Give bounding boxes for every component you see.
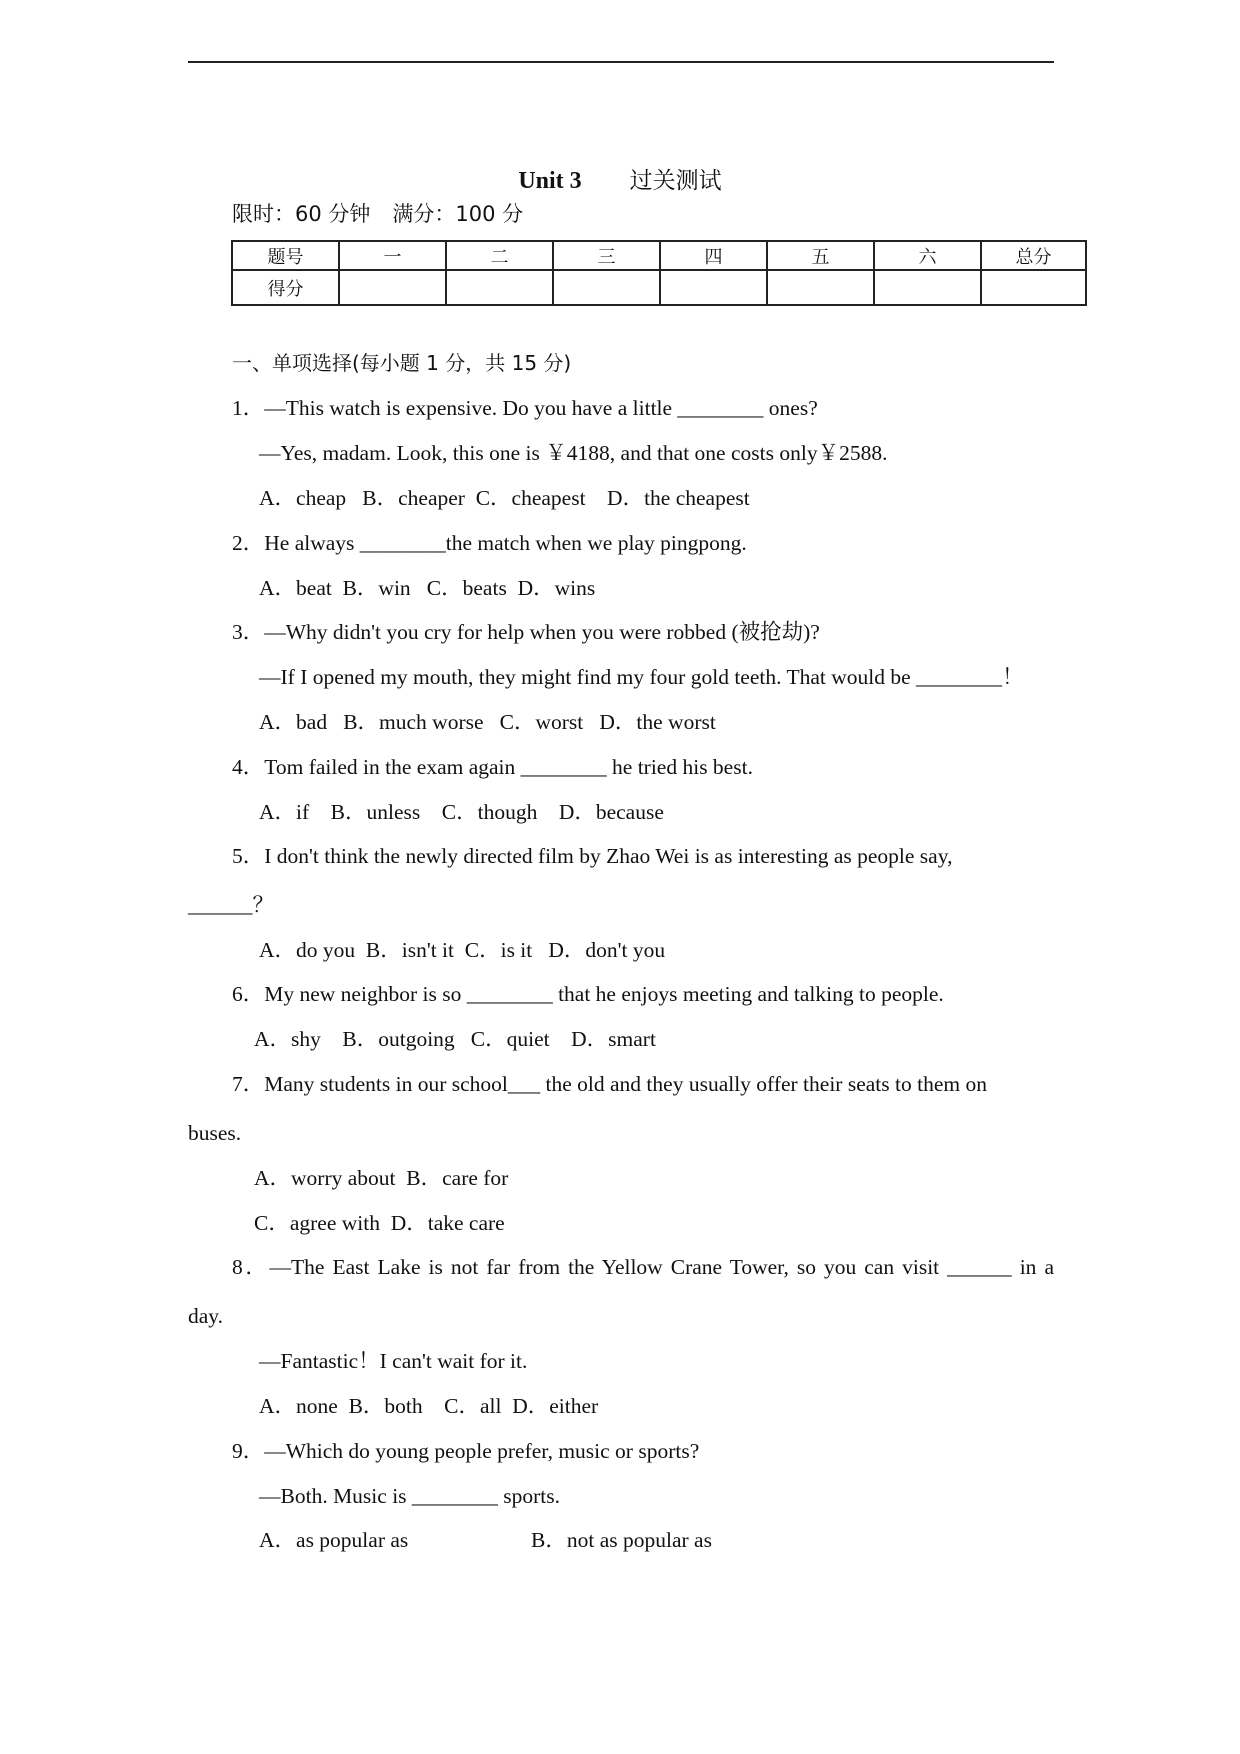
question-9-stem: 9．—Which do young people prefer, music or sports? xyxy=(232,1439,700,1463)
score-cell[interactable] xyxy=(339,270,446,305)
question-1-reply: —Yes, madam. Look, this one is ￥4188, and that one costs only￥2588. xyxy=(259,441,888,465)
question-2-stem: 2．He always ________the match when we play pingpong. xyxy=(232,531,747,555)
question-5-stem: 5．I don't think the newly directed film by Zhao Wei is as interesting as people say, xyxy=(232,844,953,868)
question-6-options: A．shy B．outgoing C．quiet D．smart xyxy=(254,1027,656,1051)
time-limit: 限时：60 分钟 xyxy=(232,202,371,226)
full-score: 满分：100 分 xyxy=(392,202,524,226)
score-row-label: 得分 xyxy=(232,270,339,305)
score-header-cell: 四 xyxy=(660,241,767,270)
question-1-stem: 1．—This watch is expensive. Do you have a little ________ ones? xyxy=(232,396,818,420)
score-header-cell: 六 xyxy=(874,241,981,270)
question-4-options: A．if B．unless C．though D．because xyxy=(259,800,664,824)
question-8-stem: 8．—The East Lake is not far from the Yellow Crane Tower, so you can visit ______ in a xyxy=(232,1255,1054,1279)
score-header-cell: 二 xyxy=(446,241,553,270)
question-8-reply: —Fantastic！I can't wait for it. xyxy=(259,1349,528,1373)
question-1-options: A．cheap B．cheaper C．cheapest D．the cheapest xyxy=(259,486,750,510)
question-9-option-b: B．not as popular as xyxy=(531,1528,712,1552)
score-table xyxy=(231,240,1087,306)
question-6-stem: 6．My new neighbor is so ________ that he enjoys meeting and talking to people. xyxy=(232,982,944,1006)
score-cell[interactable] xyxy=(553,270,660,305)
header-rule xyxy=(188,61,1054,63)
score-header-cell: 三 xyxy=(553,241,660,270)
question-5-options: A．do you B．isn't it C．is it D．don't you xyxy=(259,938,666,962)
score-table-score-row xyxy=(232,270,1086,305)
question-3-reply: —If I opened my mouth, they might find my four gold teeth. That would be ________！ xyxy=(259,665,1024,689)
question-3-options: A．bad B．much worse C．worst D．the worst xyxy=(259,710,716,734)
score-cell[interactable] xyxy=(446,270,553,305)
page-title xyxy=(0,162,1240,195)
question-8-options: A．none B．both C．all D．either xyxy=(259,1394,599,1418)
question-9-reply: —Both. Music is ________ sports. xyxy=(259,1484,561,1508)
question-4-stem: 4．Tom failed in the exam again ________ he tried his best. xyxy=(232,755,753,779)
score-cell[interactable] xyxy=(981,270,1086,305)
score-header-cell: 一 xyxy=(339,241,446,270)
title-cn: 过关测试 xyxy=(629,168,722,194)
score-header-cell: 总分 xyxy=(981,241,1086,270)
question-7-options-ab: A．worry about B．care for xyxy=(254,1166,509,1190)
question-7-stem: 7．Many students in our school___ the old and they usually offer their seats to them on xyxy=(232,1072,987,1096)
score-cell[interactable] xyxy=(660,270,767,305)
exam-limits xyxy=(232,198,545,228)
score-cell[interactable] xyxy=(767,270,874,305)
section-heading: 一、单项选择(每小题 1 分，共 15 分) xyxy=(232,351,572,375)
question-9-option-a: A．as popular as xyxy=(259,1528,409,1552)
score-header-cell: 题号 xyxy=(232,241,339,270)
title-unit: Unit 3 xyxy=(518,168,582,194)
score-table-header-row xyxy=(232,241,1086,270)
question-2-options: A．beat B．win C．beats D．wins xyxy=(259,576,596,600)
score-header-cell: 五 xyxy=(767,241,874,270)
question-7-options-cd: C．agree with D．take care xyxy=(254,1211,505,1235)
question-7-stem-cont: buses. xyxy=(188,1121,242,1145)
question-8-stem-cont: day. xyxy=(188,1304,224,1328)
question-5-stem-cont: ______？ xyxy=(188,893,275,917)
score-cell[interactable] xyxy=(874,270,981,305)
question-3-stem: 3．—Why didn't you cry for help when you were robbed (被抢劫)? xyxy=(232,620,820,644)
